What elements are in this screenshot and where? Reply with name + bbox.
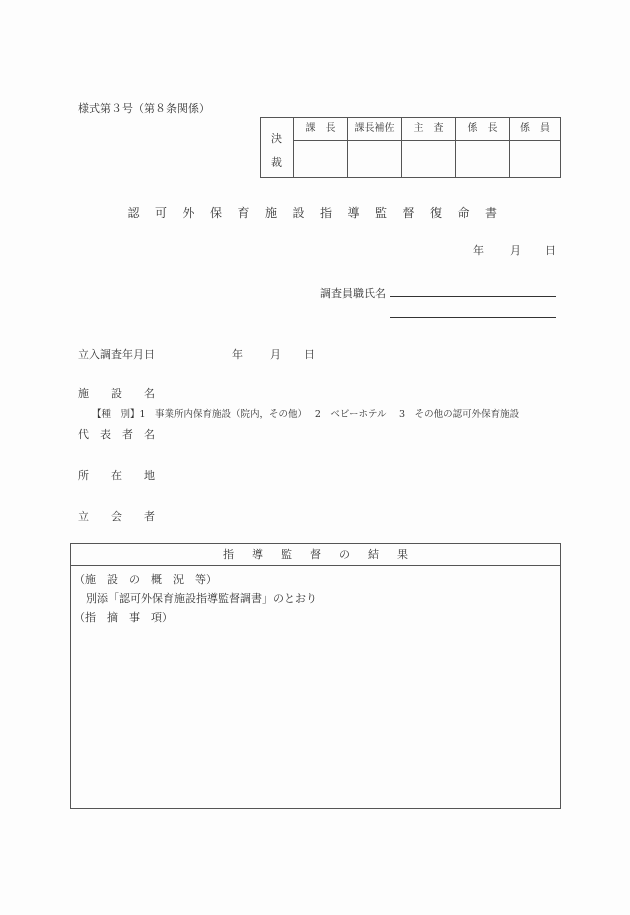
approval-label-bottom: 裁: [271, 156, 282, 169]
approval-table: [260, 117, 561, 178]
approval-stamp-cell[interactable]: [456, 141, 509, 178]
report-date-month: 月: [510, 244, 521, 257]
approval-row-label: [261, 118, 294, 177]
approval-stamp-cell[interactable]: [510, 141, 560, 178]
approval-column: [510, 118, 560, 177]
approval-column-header: 係 長: [456, 118, 509, 141]
inspector-name-line-2[interactable]: [390, 317, 556, 318]
visit-date-month: 月: [270, 348, 281, 361]
approval-column-header: 主 査: [402, 118, 455, 141]
report-date-year: 年: [473, 244, 484, 257]
overview-text: 別添「認可外保育施設指導監督調書」のとおり: [86, 592, 317, 605]
document-title: 認可外保育施設指導監督復命書: [127, 206, 513, 220]
approval-column-header: 課 長: [294, 118, 347, 141]
findings-content-area[interactable]: [71, 626, 560, 808]
visit-date-label: 立入調査年月日: [78, 348, 155, 361]
results-header: 指導監督の結果: [71, 544, 560, 566]
approval-stamp-cell[interactable]: [294, 141, 347, 178]
report-date-day: 日: [545, 244, 556, 257]
facility-kind-options: 【種 別】1 事業所内保育施設（院内，その他） 2 ベビーホテル 3 その他の認可外保育施設: [92, 409, 520, 420]
facility-name-label: 施 設 名: [78, 387, 155, 400]
address-label: 所 在 地: [78, 469, 155, 482]
visit-date-day: 日: [304, 348, 315, 361]
approval-stamp-cell[interactable]: [348, 141, 401, 178]
approval-label-top: 決: [271, 132, 282, 145]
approval-column: [294, 118, 348, 177]
form-number: 様式第３号（第８条関係）: [78, 102, 210, 115]
representative-label: 代 表 者 名: [78, 428, 155, 441]
findings-heading: （指 摘 事 項）: [74, 611, 173, 624]
overview-heading: （施 設 の 概 況 等）: [74, 573, 217, 586]
inspector-name-line-1[interactable]: [390, 296, 556, 297]
results-box: [70, 543, 561, 809]
approval-column: [348, 118, 402, 177]
approval-column: [402, 118, 456, 177]
approval-column-header: 課長補佐: [348, 118, 401, 141]
approval-column: [456, 118, 510, 177]
inspector-name-label: 調査員職氏名: [320, 287, 386, 300]
approval-column-header: 係 員: [510, 118, 560, 141]
attendee-label: 立 会 者: [78, 510, 155, 523]
visit-date-year: 年: [232, 348, 243, 361]
approval-stamp-cell[interactable]: [402, 141, 455, 178]
